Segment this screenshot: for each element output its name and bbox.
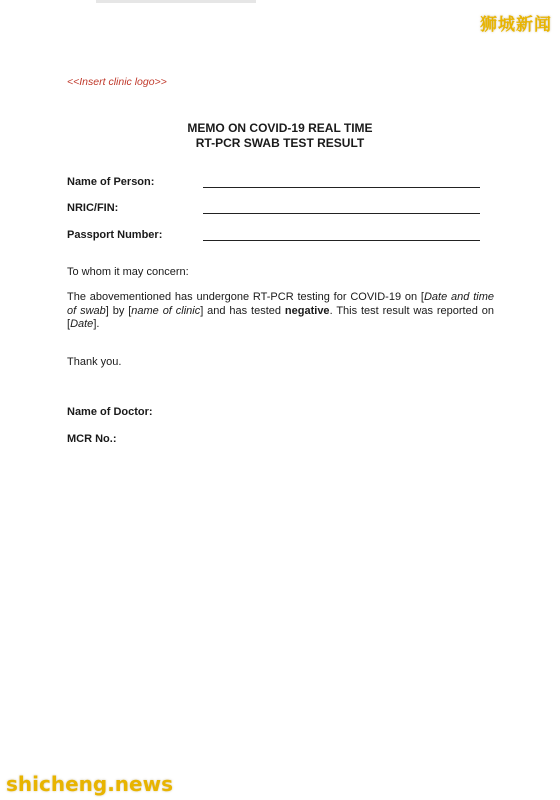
watermark-top: 狮城新闻 — [480, 15, 552, 35]
passport-number-label: Passport Number: — [67, 229, 163, 241]
result-text-1: The abovementioned has undergone RT-PCR testing for COVID-19 on [ — [67, 291, 424, 303]
memo-title-line-1: MEMO ON COVID-19 REAL TIME — [187, 121, 373, 135]
memo-title-line-2: RT-PCR SWAB TEST RESULT — [195, 136, 365, 150]
date-time-of-swab-placeholder: Date and time of swab — [67, 291, 494, 317]
closing-thank-you: Thank you. — [67, 356, 122, 368]
result-text-4: . This test result was reported on [ — [67, 304, 494, 330]
name-of-person-label: Name of Person: — [67, 176, 155, 188]
result-text-3: ] and has tested — [200, 304, 285, 317]
passport-number-line — [203, 240, 480, 241]
result-paragraph — [67, 291, 494, 332]
result-text-5: ]. — [93, 318, 100, 330]
clinic-name-placeholder: name of clinic — [131, 304, 201, 317]
mcr-number-label: MCR No.: — [67, 433, 117, 445]
report-date-placeholder: Date — [70, 318, 94, 330]
clinic-logo-placeholder: <<Insert clinic logo>> — [67, 76, 167, 88]
nric-fin-line — [203, 213, 480, 214]
result-text-2: ] by [ — [105, 304, 132, 317]
scan-edge-mark — [96, 0, 256, 3]
doctor-name-label: Name of Doctor: — [67, 406, 153, 418]
test-result-negative: negative — [284, 304, 330, 317]
name-of-person-line — [203, 187, 480, 188]
salutation: To whom it may concern: — [67, 266, 189, 278]
watermark-bottom: shicheng.news — [6, 772, 173, 796]
nric-fin-label: NRIC/FIN: — [67, 202, 119, 214]
